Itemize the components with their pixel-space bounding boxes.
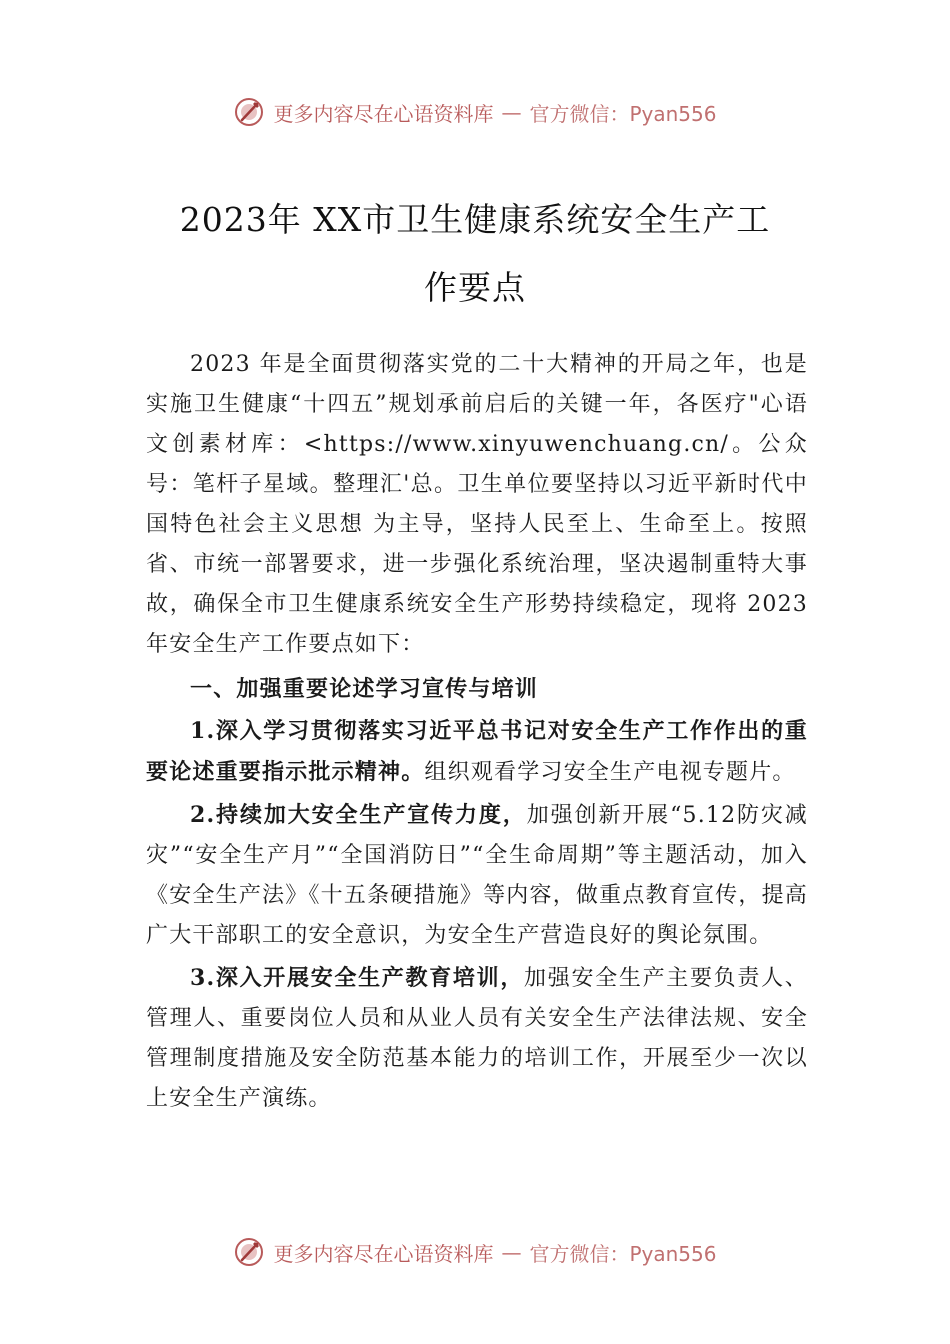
header-watermark: [0, 96, 950, 128]
brand-logo-icon: [233, 1236, 265, 1268]
item-3-text: 加强安全生产主要负责人、管理人、重要岗位人员和从业人员有关安全生产法律法规、安全管理制度措施及安全防范基本能力的培训工作，开展至少一次以上安全生产演练。: [146, 966, 809, 1111]
item-1-text: 组织观看学习安全生产电视专题片。: [424, 760, 796, 785]
title-line-2: 作要点: [424, 268, 526, 307]
watermark-text: 更多内容尽在心语资料库: [273, 101, 494, 126]
intro-paragraph: 2023 年是全面贯彻落实党的二十大精神的开局之年，也是实施卫生健康“十四五”规划承前启后的关键一年，各医疗"心语文创素材库：<https://www.xinyuwenchuang.cn/。公众号：笔杆子星域。整理汇'总。卫生单位要坚持以习近平新时代中国特色社会主义思想 为主导，坚持人民至上、生命至上。按照省、市统一部署要求，进一步强化系统治理，坚决遏制重特大事故，确保全市卫生健康系统安全生产形势持续稳定，现将 2023 年安全生产工作要点如下：: [146, 352, 808, 657]
watermark-text: 更多内容尽在心语资料库: [273, 1241, 494, 1266]
title-line-1: 2023年 XX市卫生健康系统安全生产工: [179, 200, 771, 239]
brand-logo-icon: [233, 96, 265, 128]
item-3-lead: 3.深入开展安全生产教育培训，: [190, 965, 525, 991]
document-body: [146, 345, 808, 1119]
item-1-paragraph: [146, 711, 808, 793]
item-2-paragraph: [146, 795, 808, 956]
watermark-separator: —: [501, 1240, 522, 1264]
item-1-lead: 1.深入学习贯彻落实习近平总书记对安全生产工作作出的重要论述重要指示批示精神。: [146, 718, 808, 785]
document-title: [130, 186, 820, 322]
section-1-heading: 一、加强重要论述学习宣传与培训: [190, 676, 539, 702]
footer-watermark: [0, 1236, 950, 1268]
watermark-separator: —: [501, 100, 522, 124]
item-3-paragraph: [146, 958, 808, 1119]
item-2-text: 加强创新开展“5.12防灾减灾”“安全生产月”“全国消防日”“全生命周期”等主题活动，加入《安全生产法》《十五条硬措施》等内容，做重点教育宣传，提高广大干部职工的安全意识，为安全生产营造良好的舆论氛围。: [146, 803, 808, 948]
watermark-wechat: 官方微信：Pyan556: [529, 101, 717, 126]
watermark-wechat: 官方微信：Pyan556: [529, 1241, 717, 1266]
item-2-lead: 2.持续加大安全生产宣传力度，: [190, 802, 527, 828]
